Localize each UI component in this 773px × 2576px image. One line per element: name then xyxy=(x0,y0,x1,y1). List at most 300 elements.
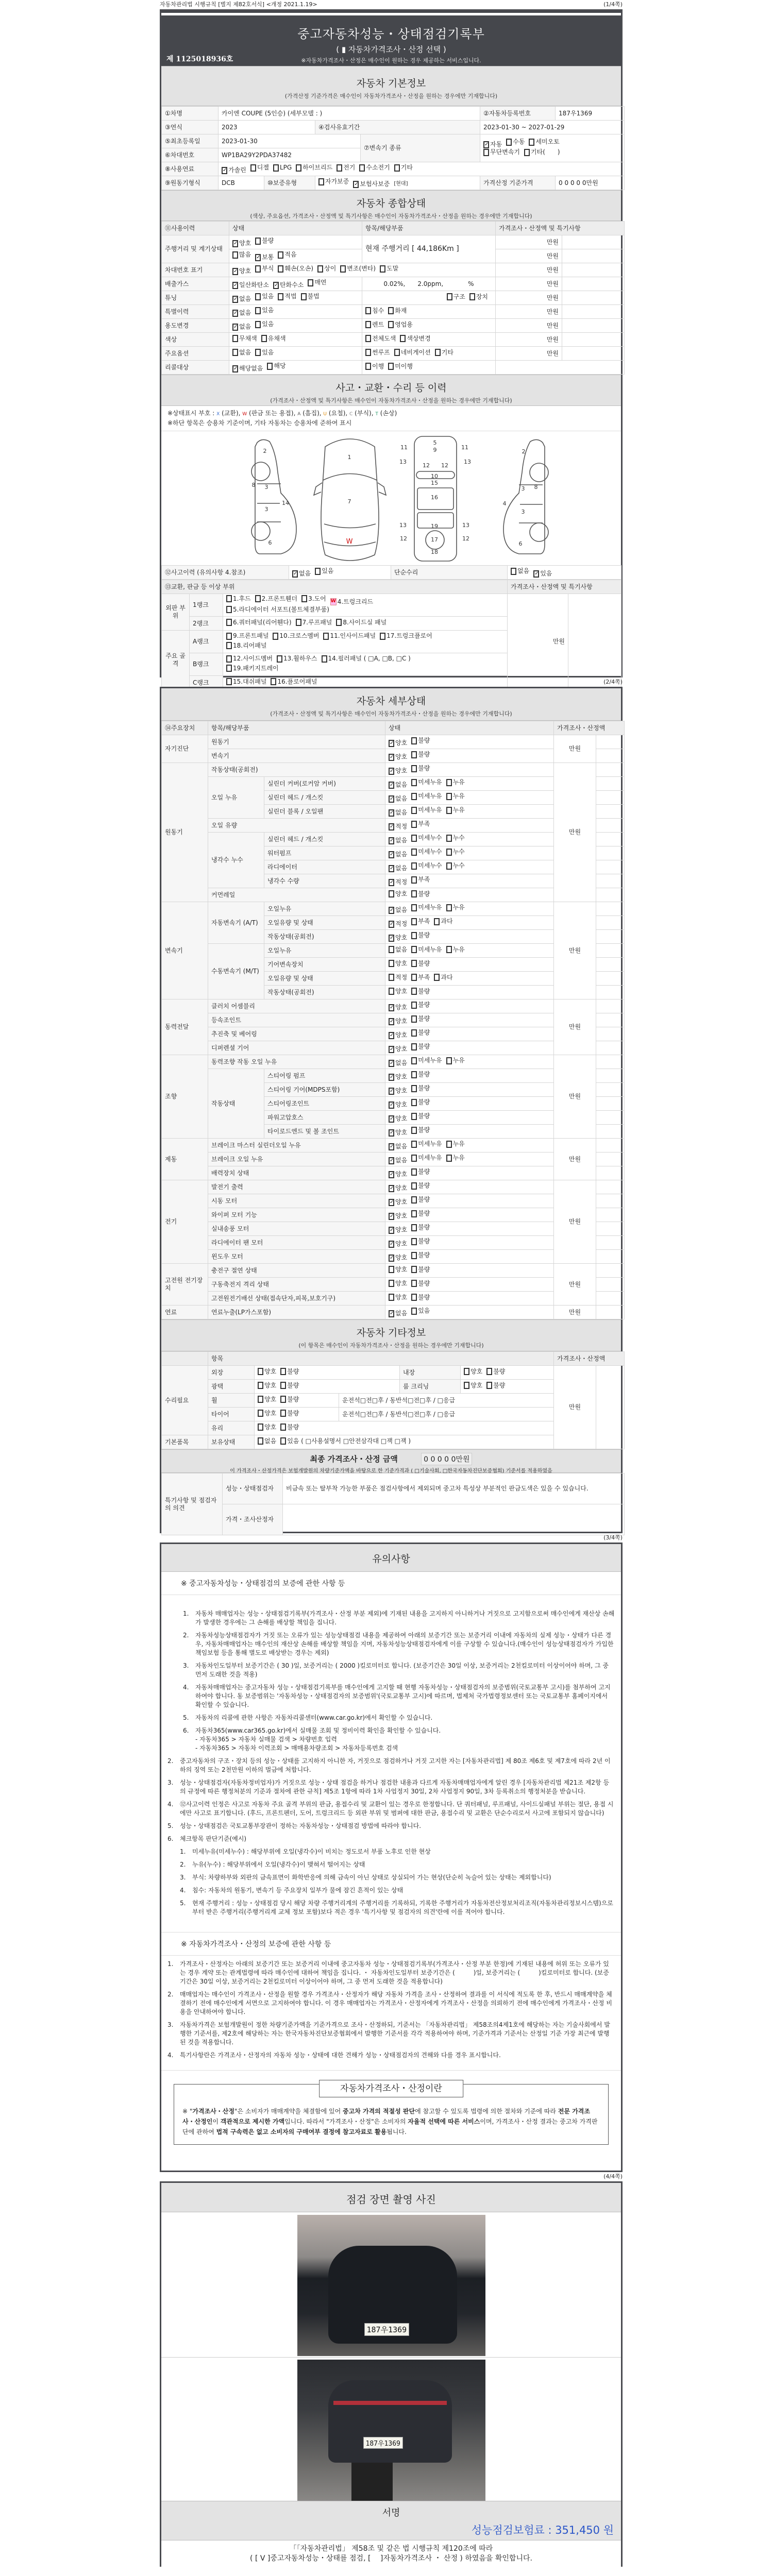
checkbox-option[interactable] xyxy=(323,632,376,640)
checkbox-option[interactable] xyxy=(524,148,560,156)
option-label: 없음 xyxy=(239,309,251,316)
price-unit xyxy=(554,1306,596,1319)
checkbox-option[interactable] xyxy=(261,335,286,343)
price-note xyxy=(596,1069,625,1083)
checkbox-option[interactable] xyxy=(469,293,488,301)
option-label: 2.프론트휀더 xyxy=(261,595,298,602)
checkbox-option[interactable] xyxy=(411,1084,430,1092)
checkbox-option[interactable] xyxy=(232,335,257,343)
checkbox-option[interactable] xyxy=(389,1184,407,1192)
checkbox-checked-icon: ✓ xyxy=(354,181,359,187)
checkbox-option[interactable] xyxy=(296,164,332,172)
basic-items-label xyxy=(162,1435,208,1449)
checkbox-option[interactable] xyxy=(255,595,297,603)
checkbox-option[interactable] xyxy=(389,865,407,872)
option-label: 불량 xyxy=(418,1126,430,1133)
checkbox-option[interactable] xyxy=(389,1004,407,1011)
checkbox-option[interactable] xyxy=(411,918,430,925)
checkbox-option[interactable] xyxy=(411,904,442,911)
checkbox-option[interactable] xyxy=(365,307,384,315)
status-symbol-legend xyxy=(161,406,621,431)
checkbox-option[interactable] xyxy=(389,781,407,789)
checkbox-option[interactable] xyxy=(255,307,274,314)
checkbox-option[interactable] xyxy=(464,1368,482,1376)
diagram-label-1: 1 xyxy=(347,454,351,461)
item-label: 브레이크 오일 누유 xyxy=(211,1155,263,1163)
option-label: 7.루프패널 xyxy=(302,618,332,626)
checkbox-option[interactable] xyxy=(389,1059,407,1067)
status-cell xyxy=(229,277,362,291)
vin: WP1BA29Y2PDA37482 xyxy=(222,151,292,159)
checkbox-option[interactable] xyxy=(411,1182,430,1190)
note-number: 2. xyxy=(180,1861,186,1868)
header-cell xyxy=(229,222,362,235)
checkbox-option[interactable] xyxy=(411,1294,430,1301)
checkbox-option[interactable] xyxy=(232,295,251,303)
glass-options xyxy=(255,1421,554,1435)
license-plate: 187우1369 xyxy=(363,2437,403,2449)
status-cell xyxy=(229,263,496,277)
sub-group-cell xyxy=(208,944,264,999)
checkbox-unchecked-icon xyxy=(278,265,283,273)
checkbox-unchecked-icon xyxy=(278,251,283,259)
row-label: 튜닝 xyxy=(165,294,177,301)
checkbox-option[interactable] xyxy=(315,567,333,575)
checkbox-option[interactable] xyxy=(222,166,246,174)
checkbox-option[interactable] xyxy=(411,1126,430,1134)
checkbox-option[interactable] xyxy=(255,253,274,261)
checkbox-option[interactable] xyxy=(411,1015,430,1023)
checkbox-unchecked-icon xyxy=(389,890,394,897)
checkbox-option[interactable] xyxy=(389,1073,407,1081)
checkbox-option[interactable] xyxy=(389,906,407,914)
checkbox-option[interactable] xyxy=(273,632,319,640)
checkbox-option[interactable] xyxy=(226,655,273,663)
note-item xyxy=(167,1873,615,1882)
checkbox-option[interactable] xyxy=(388,363,413,370)
checkbox-option[interactable] xyxy=(389,1018,407,1025)
checkbox-option[interactable] xyxy=(337,164,355,172)
option-label: 없음 xyxy=(395,837,408,844)
section-title: 자동차 기타정보 xyxy=(356,1327,426,1338)
checkbox-option[interactable] xyxy=(389,753,407,761)
checkbox-option[interactable] xyxy=(411,1280,430,1287)
checkbox-option[interactable] xyxy=(389,1240,407,1248)
checkbox-option[interactable] xyxy=(411,778,442,786)
checkbox-option[interactable] xyxy=(232,281,269,289)
checkbox-option[interactable] xyxy=(389,1045,407,1053)
checkbox-option[interactable] xyxy=(389,1198,407,1206)
checkbox-option[interactable] xyxy=(411,751,430,758)
base-price-label xyxy=(480,176,556,190)
price-unit xyxy=(508,594,568,690)
checkbox-option[interactable] xyxy=(255,320,274,328)
checkbox-option[interactable] xyxy=(365,335,396,343)
checkbox-option[interactable] xyxy=(389,823,407,831)
checkbox-option[interactable] xyxy=(394,349,431,357)
checkbox-option[interactable] xyxy=(278,293,296,300)
option-label: 누유 xyxy=(452,945,465,953)
checkbox-option[interactable] xyxy=(446,1154,465,1162)
checkbox-option[interactable] xyxy=(389,960,407,968)
checkbox-option[interactable] xyxy=(389,767,407,775)
checkbox-unchecked-icon xyxy=(317,265,323,273)
checkbox-option[interactable] xyxy=(411,1071,430,1078)
checkbox-option[interactable] xyxy=(446,792,465,800)
checkbox-option[interactable] xyxy=(486,1368,505,1376)
checkbox-option[interactable] xyxy=(232,365,263,372)
checkbox-option[interactable] xyxy=(255,265,274,273)
part-group-label: 주요 골격 xyxy=(165,652,186,667)
diagram-label-2: 2 xyxy=(522,448,526,455)
option-label: 미세누수 xyxy=(418,862,442,869)
column-header: 가격조사・산정액 xyxy=(557,724,606,732)
checkbox-option[interactable] xyxy=(411,806,442,814)
checkbox-option[interactable] xyxy=(446,904,465,911)
first-reg-value xyxy=(219,134,361,148)
section-title: 유의사항 xyxy=(372,1553,410,1565)
checkbox-option[interactable] xyxy=(389,1226,407,1234)
checkbox-option[interactable] xyxy=(280,1423,299,1431)
legend-symbol: C xyxy=(349,412,353,417)
option-label: 누유 xyxy=(452,778,465,786)
checkbox-option[interactable] xyxy=(389,1157,407,1164)
checkbox-option[interactable] xyxy=(446,778,465,786)
checkbox-option[interactable] xyxy=(255,349,274,357)
checkbox-option[interactable] xyxy=(411,1238,430,1245)
checkbox-option[interactable] xyxy=(446,848,465,856)
checkbox-option[interactable] xyxy=(322,655,411,663)
checkbox-option[interactable] xyxy=(280,1396,299,1403)
item-cell xyxy=(208,1180,385,1194)
accident-history-table xyxy=(161,565,621,580)
checkbox-option[interactable] xyxy=(389,1115,407,1123)
checkbox-option[interactable] xyxy=(267,362,285,370)
checkbox-option[interactable] xyxy=(389,1310,407,1317)
checkbox-option[interactable] xyxy=(446,1057,465,1064)
checkbox-option[interactable] xyxy=(411,1251,430,1259)
checkbox-option[interactable] xyxy=(411,960,430,968)
checkbox-option[interactable] xyxy=(232,323,251,331)
parts-cell xyxy=(223,594,508,617)
checkbox-option[interactable] xyxy=(301,293,320,300)
inspection-photo-front[interactable] xyxy=(297,2215,485,2356)
checkbox-option[interactable] xyxy=(258,1423,276,1431)
checkbox-option[interactable] xyxy=(411,765,430,772)
item-cell xyxy=(264,1125,385,1139)
checkbox-option[interactable] xyxy=(380,265,398,273)
checkbox-option[interactable] xyxy=(389,1171,407,1178)
checkbox-option[interactable] xyxy=(336,619,386,626)
inspection-photo-rear[interactable] xyxy=(297,2360,485,2501)
price-note xyxy=(562,277,625,291)
item-cell xyxy=(362,333,496,347)
checkbox-option[interactable] xyxy=(232,251,251,259)
checkbox-option[interactable] xyxy=(258,1410,276,1417)
checkbox-unchecked-icon xyxy=(308,279,313,286)
checkbox-option[interactable] xyxy=(280,1410,299,1417)
checkbox-option[interactable] xyxy=(250,164,269,172)
checkbox-option[interactable] xyxy=(226,619,292,626)
checkbox-option[interactable] xyxy=(411,931,430,939)
label: ⑫사고이력 (유의사항 4.참조) xyxy=(165,568,246,576)
checkbox-option[interactable] xyxy=(389,1212,407,1220)
checkbox-unchecked-icon xyxy=(400,335,406,342)
checkbox-option[interactable] xyxy=(389,988,407,995)
unit: 만원 xyxy=(568,1403,581,1411)
checkbox-unchecked-icon xyxy=(524,149,530,156)
checkbox-unchecked-icon xyxy=(411,946,417,953)
checkbox-option[interactable] xyxy=(389,920,407,928)
item-label: 냉각수 수량 xyxy=(267,877,299,885)
checkbox-option[interactable] xyxy=(411,1098,430,1106)
checkbox-option[interactable] xyxy=(273,281,304,289)
checkbox-option[interactable] xyxy=(411,1029,430,1037)
checkbox-option[interactable] xyxy=(389,1087,407,1095)
checkbox-unchecked-icon xyxy=(255,307,261,314)
checkbox-option[interactable] xyxy=(301,595,326,603)
final-price-row xyxy=(161,1450,621,1465)
checkbox-unchecked-icon xyxy=(411,737,417,744)
checkbox-option[interactable] xyxy=(232,349,251,357)
checkbox-option[interactable] xyxy=(434,918,452,925)
checkbox-option[interactable] xyxy=(411,820,430,828)
checkbox-option[interactable] xyxy=(411,890,430,898)
checkbox-option[interactable] xyxy=(411,1154,442,1162)
checkbox-option[interactable] xyxy=(486,1382,505,1389)
checkbox-option[interactable] xyxy=(506,138,525,146)
checkbox-unchecked-icon xyxy=(411,932,417,939)
checkbox-option[interactable] xyxy=(411,1140,442,1148)
checkbox-option[interactable] xyxy=(389,739,407,747)
checkbox-option[interactable] xyxy=(278,265,313,273)
checkbox-option[interactable] xyxy=(411,974,430,981)
checkbox-option[interactable] xyxy=(365,363,384,370)
checkbox-option[interactable] xyxy=(529,138,559,146)
item-cell xyxy=(264,874,385,888)
text-segment: 이며, 가격조사・산정 결과는 중고차 가격판단에 관하여 xyxy=(182,2118,598,2136)
checkbox-option[interactable] xyxy=(411,1112,430,1120)
text-segment: 전문 가격조사・산정인 xyxy=(182,2108,590,2125)
checkbox-option[interactable] xyxy=(258,1368,276,1376)
checkbox-unchecked-icon xyxy=(301,293,307,300)
checkbox-option[interactable] xyxy=(389,1294,407,1301)
checkbox-option[interactable] xyxy=(411,834,442,842)
checkbox-option[interactable] xyxy=(411,737,430,744)
price-unit xyxy=(554,1139,596,1180)
checkbox-option[interactable] xyxy=(446,1140,465,1148)
checkbox-option[interactable] xyxy=(388,321,413,329)
checkbox-option[interactable] xyxy=(280,1382,299,1389)
option-label: 없음 xyxy=(395,1143,408,1150)
checkbox-option[interactable] xyxy=(258,1382,276,1389)
option-label: 무채색 xyxy=(239,334,257,342)
page-4 xyxy=(160,2181,623,2567)
checkbox-option[interactable] xyxy=(483,141,502,148)
checkbox-option[interactable] xyxy=(483,148,520,156)
checkbox-checked-icon: ✓ xyxy=(534,570,539,577)
checkbox-option[interactable] xyxy=(389,851,407,858)
price-note xyxy=(596,1097,625,1111)
checkbox-option[interactable] xyxy=(273,164,292,172)
column-header: 상태 xyxy=(232,224,245,232)
checkbox-option[interactable] xyxy=(411,1266,430,1274)
checkbox-option[interactable] xyxy=(389,1143,407,1150)
checkbox-option[interactable] xyxy=(317,265,336,273)
label: 주행거리 및 계기상태 xyxy=(165,245,223,252)
checkbox-option[interactable] xyxy=(446,862,465,870)
checkbox-option[interactable] xyxy=(411,862,442,870)
checkbox-option[interactable] xyxy=(411,946,442,954)
checkbox-option[interactable] xyxy=(411,988,430,995)
checkbox-option[interactable] xyxy=(389,878,407,886)
checkbox-option[interactable] xyxy=(271,678,317,686)
item-label: 구동축전지 격리 상태 xyxy=(211,1280,269,1288)
option-label: 없음 xyxy=(395,809,408,816)
checkbox-option[interactable] xyxy=(380,632,432,640)
checkbox-option[interactable] xyxy=(533,570,552,578)
checkbox-option[interactable] xyxy=(226,632,268,640)
checkbox-option[interactable] xyxy=(411,792,442,800)
diagram-label-3: 3 xyxy=(264,484,268,490)
option-label: 양호 xyxy=(264,1423,277,1431)
checkbox-option[interactable] xyxy=(389,1266,407,1274)
checkbox-option[interactable] xyxy=(411,1210,430,1217)
checkbox-option[interactable] xyxy=(389,1129,407,1137)
checkbox-option[interactable] xyxy=(255,237,274,245)
price-note xyxy=(562,305,625,319)
checkbox-option[interactable] xyxy=(411,1168,430,1176)
checkbox-option[interactable] xyxy=(411,848,442,856)
item-label: 기어변속장치 xyxy=(267,960,304,968)
checkbox-option[interactable] xyxy=(255,293,274,300)
section-title: 사고・교환・수리 등 이력 xyxy=(335,382,447,394)
option-label: 기타 xyxy=(441,348,453,356)
checkbox-option[interactable] xyxy=(280,1368,299,1376)
checkbox-option[interactable] xyxy=(353,180,390,188)
checkbox-option[interactable] xyxy=(389,974,407,981)
checkbox-option[interactable] xyxy=(411,1001,430,1009)
checkbox-option[interactable] xyxy=(388,307,407,315)
checkbox-option[interactable] xyxy=(389,890,407,898)
checkbox-checked-icon: ✓ xyxy=(390,823,394,829)
checkbox-option[interactable] xyxy=(226,665,279,672)
checkbox-option[interactable] xyxy=(318,178,349,185)
checkbox-option[interactable] xyxy=(411,1307,430,1315)
checkbox-unchecked-icon xyxy=(446,807,452,814)
checkbox-option[interactable] xyxy=(359,164,390,172)
checkbox-option[interactable] xyxy=(258,1437,276,1445)
rank-cell xyxy=(190,594,223,617)
checkbox-option[interactable] xyxy=(511,567,529,575)
checkbox-unchecked-icon xyxy=(411,918,417,925)
checkbox-option[interactable] xyxy=(308,279,326,286)
option-label: 전기 xyxy=(343,164,356,171)
checkbox-option[interactable] xyxy=(411,876,430,884)
checkbox-option[interactable] xyxy=(330,598,373,606)
checkbox-option[interactable] xyxy=(226,606,329,614)
checkbox-option[interactable] xyxy=(447,293,465,301)
checkbox-option[interactable] xyxy=(292,570,311,578)
checkbox-unchecked-icon xyxy=(411,1182,417,1190)
note-item xyxy=(167,2021,615,2047)
item-label: 추진축 및 베어링 xyxy=(211,1030,257,1038)
column-header: 항목 xyxy=(211,1354,224,1362)
checkbox-option[interactable] xyxy=(258,1396,276,1403)
checkbox-option[interactable] xyxy=(365,349,390,357)
checkbox-option[interactable] xyxy=(389,1254,407,1262)
room-cleaning-options xyxy=(461,1380,554,1394)
status-cell xyxy=(385,1097,554,1111)
row-label-cell xyxy=(162,277,229,291)
option-label: 양호 xyxy=(395,1226,408,1233)
checkbox-option[interactable] xyxy=(400,335,430,343)
checkbox-option[interactable] xyxy=(411,1043,430,1050)
diagram-label-19: 19 xyxy=(431,523,438,530)
checkbox-option[interactable] xyxy=(340,265,376,273)
checkbox-option[interactable] xyxy=(389,795,407,803)
checkbox-unchecked-icon xyxy=(411,765,417,772)
checkbox-option[interactable] xyxy=(394,164,413,172)
checkbox-option[interactable] xyxy=(389,934,407,942)
checkbox-option[interactable] xyxy=(446,946,465,954)
item-label: 배력장치 상태 xyxy=(211,1169,249,1177)
option-label: 미세누유 xyxy=(418,1057,442,1064)
text-segment: 이 xyxy=(212,2118,221,2125)
checkbox-option[interactable] xyxy=(277,655,317,663)
price-unit xyxy=(554,1366,596,1449)
section-title: 점검 장면 촬영 사진 xyxy=(346,2193,436,2206)
checkbox-option[interactable] xyxy=(411,1057,442,1064)
checkbox-checked-icon: ✓ xyxy=(233,240,238,246)
checkbox-unchecked-icon xyxy=(365,349,371,356)
checkbox-option[interactable] xyxy=(280,1437,411,1445)
checkbox-option[interactable] xyxy=(232,267,251,275)
checkbox-option[interactable] xyxy=(464,1382,482,1389)
checkbox-option[interactable] xyxy=(411,1196,430,1204)
checkbox-option[interactable] xyxy=(232,309,251,317)
checkbox-option[interactable] xyxy=(389,946,407,954)
checkbox-option[interactable] xyxy=(226,595,251,603)
checkbox-option[interactable] xyxy=(389,1101,407,1109)
checkbox-unchecked-icon xyxy=(315,568,321,575)
checkbox-option[interactable] xyxy=(446,834,465,842)
option-label: 11.인사이드패널 xyxy=(330,632,376,639)
confirmation-line-2: ( [ V ]중고자동차성능・상태를 점검, [ ]자동차가격조사 ・ 산정 ) 하였음을 확인합니다. xyxy=(250,2554,532,2563)
checkbox-option[interactable] xyxy=(434,974,452,981)
checkbox-option[interactable] xyxy=(278,251,296,259)
checkbox-option[interactable] xyxy=(389,837,407,844)
checkbox-option[interactable] xyxy=(232,240,251,247)
checkbox-option[interactable] xyxy=(226,642,266,650)
checkbox-option[interactable] xyxy=(435,349,453,357)
checkbox-option[interactable] xyxy=(389,1280,407,1287)
device-group: 연료 xyxy=(165,1308,177,1316)
checkbox-option[interactable] xyxy=(226,678,266,686)
checkbox-option[interactable] xyxy=(411,1224,430,1231)
checkbox-option[interactable] xyxy=(446,806,465,814)
price-note xyxy=(596,735,625,749)
price-unit xyxy=(496,235,562,249)
checkbox-option[interactable] xyxy=(389,809,407,817)
checkbox-option[interactable] xyxy=(296,619,332,626)
option-label: 양호 xyxy=(395,1240,408,1247)
option-label: 없음 xyxy=(264,1437,277,1445)
checkbox-option[interactable] xyxy=(389,1031,407,1039)
checkbox-option[interactable] xyxy=(365,321,384,329)
vin-value xyxy=(219,148,361,162)
option-label: 수소전기 xyxy=(366,164,390,171)
